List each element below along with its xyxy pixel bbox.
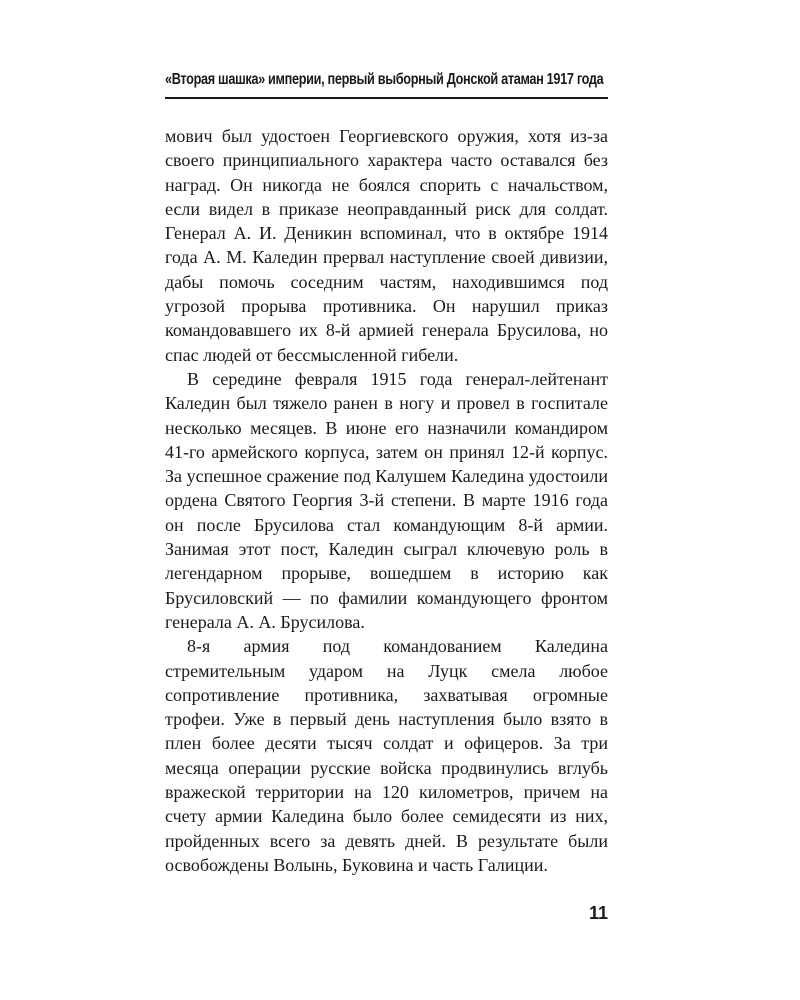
header-rule (165, 97, 608, 99)
paragraph-1: мович был удостоен Георгиевского оружия, хотя из-за своего принципиального характера часто оставался без наград. Он никогда не боялся спорить с начальством, если видел в приказе неоправданный риск для солдат. Генерал А. И. Деникин вспоминал, что в октябре 1914 года А. М. Каледин прервал наступление своей дивизии, дабы помочь соседним частям, находившимся под угрозой прорыва противника. Он нарушил приказ командовавшего их 8-й армией генерала Брусилова, но спас людей от бессмысленной гибели. (165, 126, 608, 365)
running-head: «Вторая шашка» империи, первый выборный Донской атаман 1917 года (165, 71, 604, 88)
page-number: 11 (588, 903, 608, 923)
body-text (165, 124, 608, 877)
paragraph-3: 8-я армия под командованием Каледина стремительным ударом на Луцк смела любое сопротивление противника, захватывая огромные трофеи. Уже в первый день наступления было взято в плен более десяти тысяч солдат и офицеров. За три месяца операции русские войска продвинулись вглубь вражеской территории на 120 километров, причем на счету армии Каледина было более семидесяти из них, пройденных всего за девять дней. В результате были освобождены Волынь, Буковина и часть Галиции. (165, 636, 608, 875)
paragraph-2: В середине февраля 1915 года генерал-лейтенант Каледин был тяжело ранен в ногу и провел в госпитале несколько месяцев. В июне его назначили командиром 41-го армейского корпуса, затем он принял 12-й корпус. За успешное сражение под Калушем Каледина удостоили ордена Святого Георгия 3-й степени. В марте 1916 года он после Брусилова стал командующим 8-й армии. Занимая этот пост, Каледин сыграл ключевую роль в легендарном прорыве, вошедшем в историю как Брусиловский — по фамилии командующего фронтом генерала А. А. Брусилова. (165, 368, 608, 632)
